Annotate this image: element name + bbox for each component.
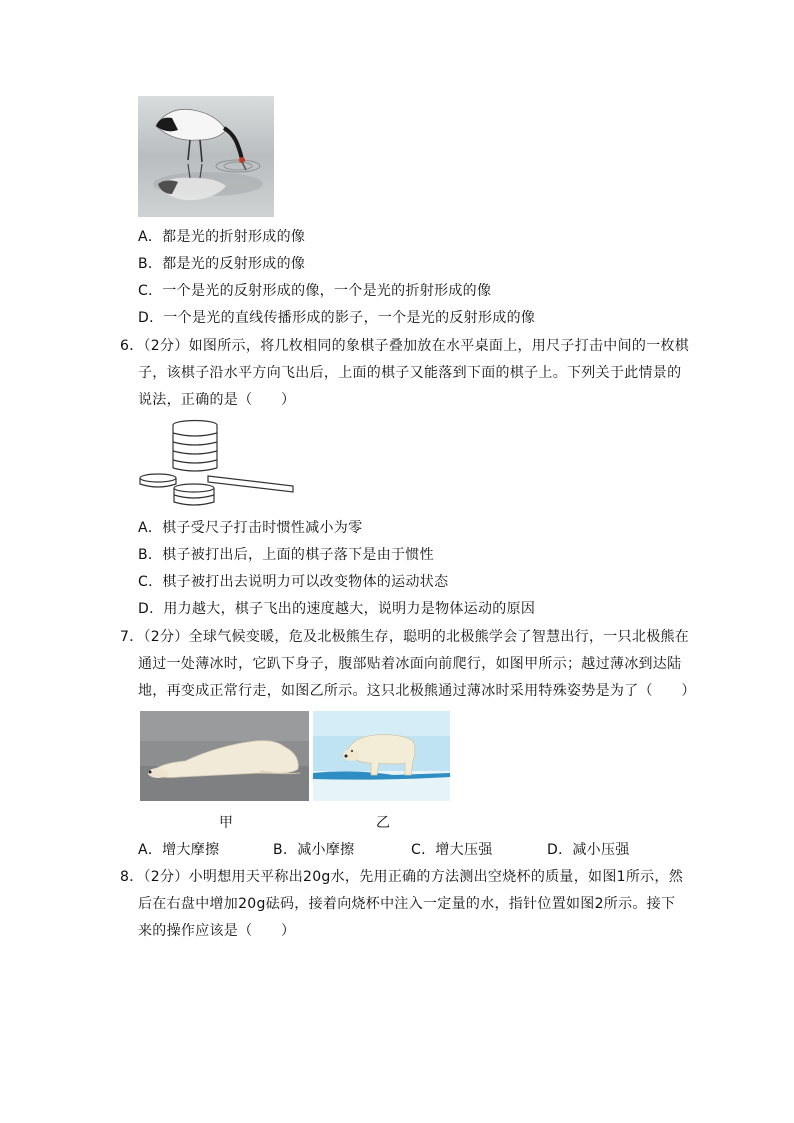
q5-option-d: D．一个是光的直线传播形成的影子，一个是光的反射形成的像 [138,310,536,326]
q7-option-b: B．减小摩擦 [273,842,355,858]
caption-yi: 乙 [376,815,390,831]
q5-option-b: B．都是光的反射形成的像 [138,256,306,272]
q6-stem-line-1: 6．（2分）如图所示，将几枚相同的象棋子叠加放在水平桌面上，用尺子打击中间的一枚棋 [120,338,690,354]
q7-option-c: C．增大压强 [411,842,493,858]
q7-stem-line-1: 7．（2分）全球气候变暖，危及北极熊生存，聪明的北极熊学会了智慧出行，一只北极熊在 [120,629,690,645]
q6-option-d: D．用力越大，棋子飞出的速度越大，说明力是物体运动的原因 [138,601,536,617]
q5-option-c: C．一个是光的反射形成的像，一个是光的折射形成的像 [138,283,492,299]
q6-option-c: C．棋子被打出去说明力可以改变物体的运动状态 [138,574,449,590]
q6-option-a: A．棋子受尺子打击时惯性减小为零 [138,520,363,536]
q7-stem-line-2: 通过一处薄冰时，它趴下身子，腹部贴着冰面向前爬行，如图甲所示；越过薄冰到达陆 [138,656,682,672]
q6-stem-line-2: 子，该棋子沿水平方向飞出后，上面的棋子又能落到下面的棋子上。下列关于此情景的 [138,365,682,381]
q6-stem-line-3: 说法，正确的是（ ） [138,392,296,408]
q5-option-a: A．都是光的折射形成的像 [138,229,306,245]
q7-option-a: A．增大摩擦 [138,842,220,858]
caption-jia: 甲 [219,815,233,831]
q8-stem-line-3: 来的操作应该是（ ） [138,923,296,939]
crane-reflection-photo [138,96,274,217]
polar-bear-walking-photo [313,711,450,801]
q8-stem-line-2: 后在右盘中增加20g砝码，接着向烧杯中注入一定量的水，指针位置如图2所示。接下 [138,896,676,912]
chess-pieces-diagram [138,418,298,510]
q7-option-d: D．减小压强 [547,842,630,858]
q8-stem-line-1: 8．（2分）小明想用天平称出20g水，先用正确的方法测出空烧杯的质量，如图1所示，然 [120,869,684,885]
q6-option-b: B．棋子被打出后，上面的棋子落下是由于惯性 [138,547,434,563]
q7-stem-line-3: 地，再变成正常行走，如图乙所示。这只北极熊通过薄冰时采用特殊姿势是为了（ ） [138,683,696,699]
polar-bear-crawling-photo [140,711,309,801]
